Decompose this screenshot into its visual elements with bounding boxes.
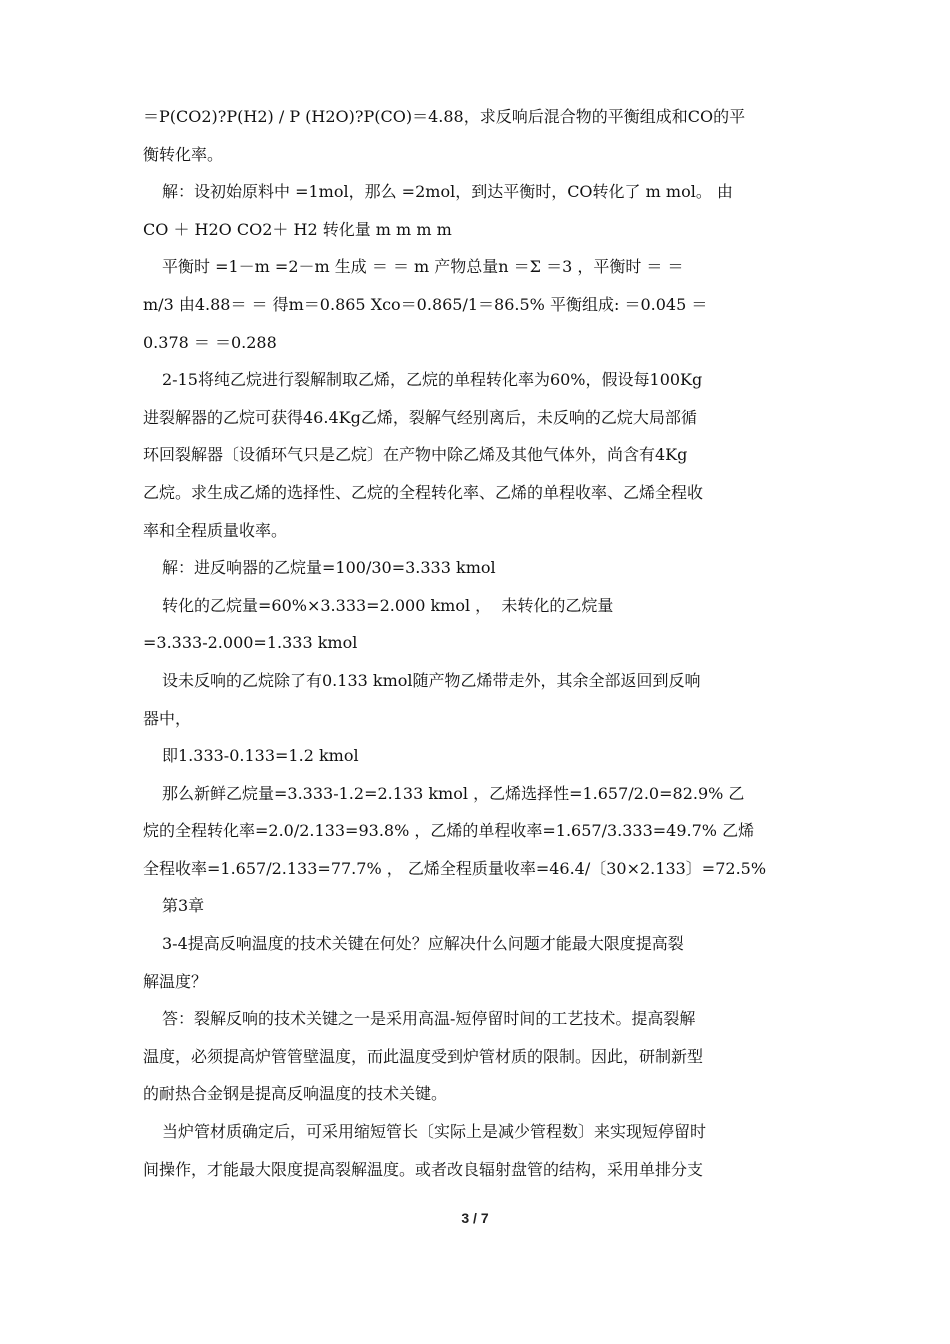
text-line: 0.378 ＝ ＝0.288 [143, 332, 277, 352]
text-line: 那么新鲜乙烷量=3.333-1.2=2.133 kmol ，乙烯选择性=1.657/2.0=82.9% 乙 [162, 783, 745, 803]
text-line: 即1.333-0.133=1.2 kmol [162, 746, 359, 766]
text-line: 平衡时 =1－m =2－m 生成 ＝ ＝ m 产物总量n ＝Σ ＝3 ，平衡时 ＝ ＝ [162, 257, 684, 277]
text-line: ＝P(CO2)?P(H2) / P (H2O)?P(CO)＝4.88，求反响后混合物的平衡组成和CO的平 [143, 107, 746, 126]
text-line: 2-15将纯乙烷进行裂解制取乙烯，乙烷的单程转化率为60%，假设每100Kg [162, 370, 703, 390]
text-line: 烷的全程转化率=2.0/2.133=93.8% ，乙烯的单程收率=1.657/3.333=49.7% 乙烯 [143, 821, 755, 841]
text-line: 解温度？ [143, 971, 208, 991]
text-line: 间操作，才能最大限度提高裂解温度。或者改良辐射盘管的结构，采用单排分支 [143, 1159, 704, 1179]
text-line: CO ＋ H2O CO2＋ H2 转化量 m m m m [143, 219, 452, 239]
text-line: 全程收率=1.657/2.133=77.7% ， 乙烯全程质量收率=46.4/〔30×2.133〕=72.5% [143, 858, 767, 878]
text-line: 器中， [143, 708, 192, 728]
text-line: 答：裂解反响的技术关键之一是采用高温-短停留时间的工艺技术。提高裂解 [162, 1009, 696, 1029]
document-body [143, 98, 815, 1188]
text-line: 乙烷。求生成乙烯的选择性、乙烷的全程转化率、乙烯的单程收率、乙烯全程收 [143, 482, 704, 502]
text-line: 解：进反响器的乙烷量=100/30=3.333 kmol [162, 558, 496, 578]
text-line: =3.333-2.000=1.333 kmol [143, 633, 358, 653]
text-line: 设未反响的乙烷除了有0.133 kmol随产物乙烯带走外，其余全部返回到反响 [162, 670, 701, 690]
text-line: 的耐热合金钢是提高反响温度的技术关键。 [143, 1084, 448, 1104]
text-line: 解：设初始原料中 =1mol，那么 =2mol，到达平衡时，CO转化了 m mol。 由 [162, 182, 733, 202]
text-line: 进裂解器的乙烷可获得46.4Kg乙烯，裂解气经别离后，未反响的乙烷大局部循 [143, 407, 697, 427]
text-line: m/3 由4.88＝ ＝ 得m＝0.865 Xco＝0.865/1＝86.5% 平衡组成: ＝0.045 ＝ [143, 294, 708, 314]
text-line: 第3章 [162, 896, 205, 916]
text-line: 3-4提高反响温度的技术关键在何处？应解决什么问题才能最大限度提高裂 [162, 934, 684, 954]
page-number: 3 / 7 [461, 1210, 489, 1226]
text-line: 转化的乙烷量=60%×3.333=2.000 kmol ， 未转化的乙烷量 [162, 595, 614, 615]
text-line: 温度，必须提高炉管管壁温度，而此温度受到炉管材质的限制。因此，研制新型 [143, 1046, 704, 1066]
text-line: 当炉管材质确定后，可采用缩短管长〔实际上是减少管程数〕来实现短停留时 [162, 1122, 707, 1142]
text-line: 环回裂解器〔设循环气只是乙烷〕在产物中除乙烯及其他气体外，尚含有4Kg [143, 445, 688, 465]
text-line: 率和全程质量收率。 [143, 520, 288, 540]
text-line: 衡转化率。 [143, 144, 224, 164]
